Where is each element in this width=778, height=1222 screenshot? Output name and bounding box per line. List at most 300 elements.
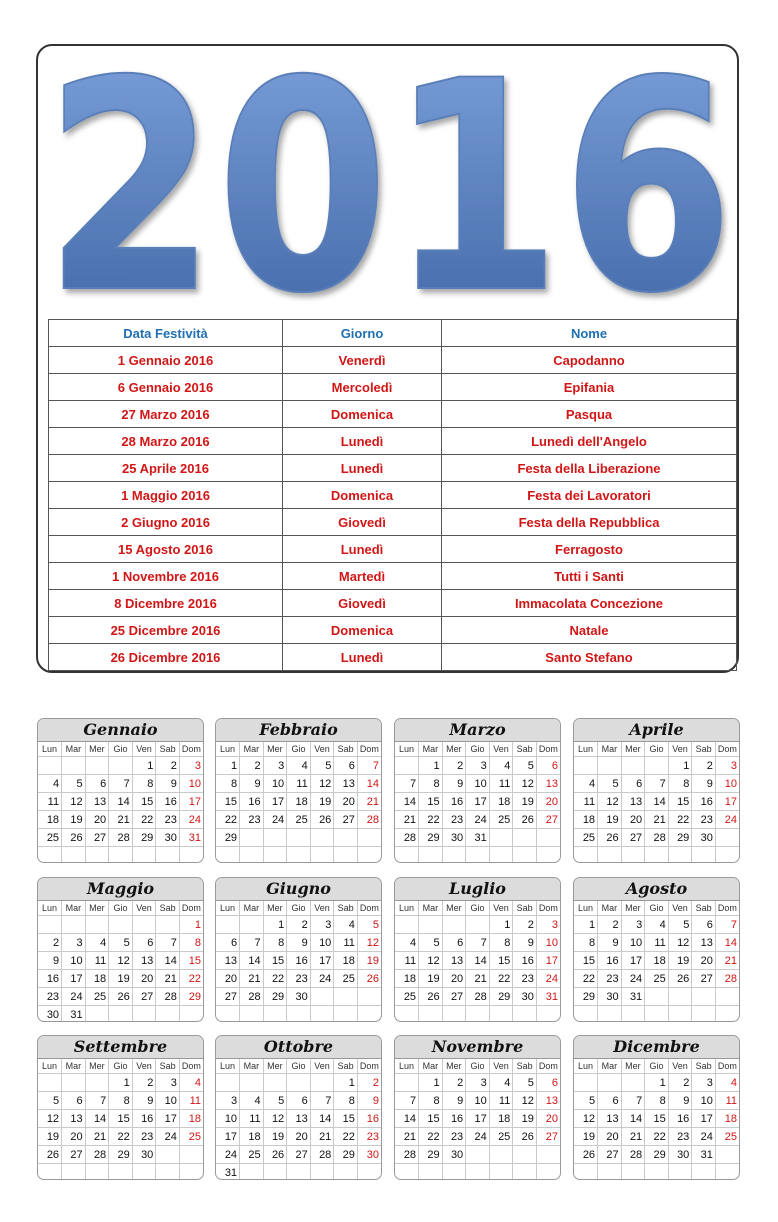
- weekday-label: Mar: [62, 1059, 86, 1074]
- holiday-name: Festa dei Lavoratori: [442, 482, 737, 509]
- day-cell: 1: [109, 1074, 133, 1092]
- day-cell: 6: [621, 775, 645, 793]
- day-cell: 8: [179, 934, 203, 952]
- day-cell: 19: [513, 793, 537, 811]
- month-grid: [216, 742, 381, 863]
- holiday-date: 27 Marzo 2016: [49, 401, 283, 428]
- holiday-weekday: Lunedì: [283, 644, 442, 671]
- day-cell: [715, 1146, 739, 1164]
- day-cell: 18: [179, 1110, 203, 1128]
- day-cell: 4: [179, 1074, 203, 1092]
- week-row: [574, 811, 739, 829]
- day-cell: 13: [598, 1110, 622, 1128]
- weekday-label: Mer: [442, 901, 466, 916]
- day-cell: 25: [240, 1146, 264, 1164]
- day-cell: [357, 847, 381, 864]
- day-cell: 22: [132, 811, 156, 829]
- day-cell: [85, 1074, 109, 1092]
- day-cell: 31: [621, 988, 645, 1006]
- day-cell: [442, 1164, 466, 1181]
- day-cell: 5: [109, 934, 133, 952]
- day-cell: 23: [38, 988, 62, 1006]
- day-cell: 20: [536, 1110, 560, 1128]
- weekday-label: Mar: [240, 1059, 264, 1074]
- holiday-name: Tutti i Santi: [442, 563, 737, 590]
- day-cell: [240, 1074, 264, 1092]
- day-cell: 30: [132, 1146, 156, 1164]
- day-cell: 23: [132, 1128, 156, 1146]
- month-grid: [574, 901, 739, 1022]
- day-cell: [334, 988, 358, 1006]
- day-cell: [419, 1164, 443, 1181]
- weekday-label: Sab: [156, 742, 180, 757]
- day-cell: 1: [216, 757, 240, 775]
- day-cell: 20: [85, 811, 109, 829]
- day-cell: 31: [692, 1146, 716, 1164]
- day-cell: 9: [287, 934, 311, 952]
- day-cell: 5: [38, 1092, 62, 1110]
- week-row: [216, 847, 381, 864]
- day-cell: [645, 757, 669, 775]
- day-cell: 27: [598, 1146, 622, 1164]
- day-cell: 29: [109, 1146, 133, 1164]
- year-text: 2016: [44, 46, 734, 316]
- day-cell: [132, 916, 156, 934]
- day-cell: 26: [357, 970, 381, 988]
- day-cell: [489, 829, 513, 847]
- day-cell: 13: [536, 1092, 560, 1110]
- day-cell: 2: [692, 757, 716, 775]
- day-cell: [442, 847, 466, 864]
- day-cell: 4: [574, 775, 598, 793]
- day-cell: 26: [513, 1128, 537, 1146]
- day-cell: 11: [240, 1110, 264, 1128]
- month-grid: [395, 1059, 560, 1180]
- day-cell: [310, 1074, 334, 1092]
- day-cell: 9: [668, 1092, 692, 1110]
- weekday-label: Dom: [715, 901, 739, 916]
- day-cell: 26: [419, 988, 443, 1006]
- holiday-date: 26 Dicembre 2016: [49, 644, 283, 671]
- day-cell: [645, 1006, 669, 1023]
- day-cell: [513, 847, 537, 864]
- day-cell: 14: [466, 952, 490, 970]
- day-cell: 10: [179, 775, 203, 793]
- day-cell: 23: [513, 970, 537, 988]
- day-cell: [489, 847, 513, 864]
- day-cell: [692, 1164, 716, 1181]
- day-cell: [85, 847, 109, 864]
- day-cell: [240, 829, 264, 847]
- day-cell: 22: [334, 1128, 358, 1146]
- holiday-date: 1 Maggio 2016: [49, 482, 283, 509]
- day-cell: 8: [489, 934, 513, 952]
- day-cell: 11: [395, 952, 419, 970]
- weekday-label: Sab: [692, 1059, 716, 1074]
- day-cell: 21: [310, 1128, 334, 1146]
- day-cell: [287, 1074, 311, 1092]
- weekday-label: Lun: [216, 901, 240, 916]
- day-cell: [62, 1164, 86, 1181]
- day-cell: 21: [109, 811, 133, 829]
- weekday-label: Mer: [621, 901, 645, 916]
- day-cell: 4: [334, 916, 358, 934]
- day-cell: [38, 757, 62, 775]
- week-row: [395, 829, 560, 847]
- day-cell: 2: [132, 1074, 156, 1092]
- day-cell: 23: [598, 970, 622, 988]
- day-cell: [85, 757, 109, 775]
- day-cell: [574, 757, 598, 775]
- month-grid: [574, 1059, 739, 1180]
- holiday-name: Lunedì dell'Angelo: [442, 428, 737, 455]
- weekday-header-row: [574, 1059, 739, 1074]
- week-row: [216, 1074, 381, 1092]
- week-row: [395, 916, 560, 934]
- day-cell: 19: [668, 952, 692, 970]
- weekday-label: Sab: [334, 1059, 358, 1074]
- day-cell: [513, 829, 537, 847]
- day-cell: 13: [334, 775, 358, 793]
- day-cell: 12: [38, 1110, 62, 1128]
- day-cell: 4: [287, 757, 311, 775]
- day-cell: [240, 847, 264, 864]
- month-title: Novembre: [395, 1036, 560, 1059]
- week-row: [38, 916, 203, 934]
- holiday-date: 28 Marzo 2016: [49, 428, 283, 455]
- day-cell: 15: [263, 952, 287, 970]
- day-cell: [357, 1164, 381, 1181]
- day-cell: 8: [668, 775, 692, 793]
- day-cell: 21: [240, 970, 264, 988]
- day-cell: 23: [668, 1128, 692, 1146]
- holiday-date: 1 Novembre 2016: [49, 563, 283, 590]
- day-cell: 24: [466, 1128, 490, 1146]
- day-cell: 21: [395, 811, 419, 829]
- weekday-label: Lun: [38, 1059, 62, 1074]
- week-row: [38, 847, 203, 864]
- day-cell: 18: [489, 793, 513, 811]
- week-row: [574, 1110, 739, 1128]
- month-grid: [395, 901, 560, 1022]
- day-cell: 18: [645, 952, 669, 970]
- day-cell: 15: [419, 1110, 443, 1128]
- day-cell: 28: [156, 988, 180, 1006]
- day-cell: 14: [621, 1110, 645, 1128]
- day-cell: 25: [287, 811, 311, 829]
- day-cell: [216, 847, 240, 864]
- day-cell: 29: [668, 829, 692, 847]
- day-cell: [357, 1006, 381, 1023]
- weekday-label: Dom: [715, 1059, 739, 1074]
- day-cell: 21: [357, 793, 381, 811]
- day-cell: 20: [536, 793, 560, 811]
- day-cell: 29: [419, 829, 443, 847]
- day-cell: 14: [395, 1110, 419, 1128]
- day-cell: [240, 916, 264, 934]
- day-cell: [692, 988, 716, 1006]
- day-cell: [334, 1006, 358, 1023]
- day-cell: [715, 1006, 739, 1023]
- weekday-label: Gio: [645, 742, 669, 757]
- day-cell: [310, 1164, 334, 1181]
- weekday-label: Dom: [179, 1059, 203, 1074]
- holiday-row: [49, 401, 737, 428]
- day-cell: [419, 1006, 443, 1023]
- day-cell: 15: [645, 1110, 669, 1128]
- day-cell: 8: [132, 775, 156, 793]
- weekday-label: Lun: [216, 742, 240, 757]
- day-cell: [109, 757, 133, 775]
- day-cell: 29: [419, 1146, 443, 1164]
- weekday-label: Dom: [715, 742, 739, 757]
- day-cell: 22: [574, 970, 598, 988]
- week-row: [395, 1164, 560, 1181]
- day-cell: 11: [715, 1092, 739, 1110]
- week-row: [395, 1092, 560, 1110]
- day-cell: 7: [621, 1092, 645, 1110]
- day-cell: 6: [287, 1092, 311, 1110]
- holiday-weekday: Giovedì: [283, 509, 442, 536]
- month-gennaio: [37, 718, 204, 863]
- day-cell: [466, 916, 490, 934]
- day-cell: 20: [442, 970, 466, 988]
- weekday-label: Mer: [263, 1059, 287, 1074]
- day-cell: 4: [489, 1074, 513, 1092]
- day-cell: [395, 847, 419, 864]
- holiday-date: 6 Gennaio 2016: [49, 374, 283, 401]
- week-row: [574, 970, 739, 988]
- day-cell: 20: [132, 970, 156, 988]
- day-cell: 21: [645, 811, 669, 829]
- weekday-label: Dom: [357, 742, 381, 757]
- day-cell: 9: [240, 775, 264, 793]
- day-cell: 24: [692, 1128, 716, 1146]
- day-cell: 1: [645, 1074, 669, 1092]
- day-cell: 3: [310, 916, 334, 934]
- day-cell: [310, 829, 334, 847]
- day-cell: 16: [442, 1110, 466, 1128]
- week-row: [395, 1006, 560, 1023]
- day-cell: [668, 1006, 692, 1023]
- day-cell: 9: [442, 1092, 466, 1110]
- day-cell: [240, 1164, 264, 1181]
- day-cell: 28: [240, 988, 264, 1006]
- day-cell: 27: [132, 988, 156, 1006]
- day-cell: 19: [574, 1128, 598, 1146]
- day-cell: [179, 1006, 203, 1023]
- day-cell: [574, 1006, 598, 1023]
- weekday-label: Dom: [357, 1059, 381, 1074]
- day-cell: 9: [357, 1092, 381, 1110]
- day-cell: 9: [132, 1092, 156, 1110]
- day-cell: 29: [263, 988, 287, 1006]
- day-cell: 30: [357, 1146, 381, 1164]
- day-cell: [715, 988, 739, 1006]
- day-cell: 12: [357, 934, 381, 952]
- day-cell: 18: [38, 811, 62, 829]
- day-cell: 28: [466, 988, 490, 1006]
- day-cell: 8: [109, 1092, 133, 1110]
- day-cell: 21: [395, 1128, 419, 1146]
- day-cell: 9: [442, 775, 466, 793]
- day-cell: 17: [310, 952, 334, 970]
- week-row: [216, 829, 381, 847]
- week-row: [395, 988, 560, 1006]
- day-cell: 20: [598, 1128, 622, 1146]
- weekday-header-row: [216, 1059, 381, 1074]
- day-cell: 10: [466, 775, 490, 793]
- week-row: [216, 1092, 381, 1110]
- day-cell: [109, 847, 133, 864]
- weekday-label: Sab: [513, 1059, 537, 1074]
- weekday-label: Mar: [419, 742, 443, 757]
- day-cell: 22: [419, 811, 443, 829]
- day-cell: 25: [179, 1128, 203, 1146]
- weekday-label: Sab: [156, 901, 180, 916]
- day-cell: 10: [310, 934, 334, 952]
- day-cell: 19: [62, 811, 86, 829]
- day-cell: 1: [263, 916, 287, 934]
- week-row: [38, 988, 203, 1006]
- day-cell: 16: [598, 952, 622, 970]
- weekday-label: Dom: [179, 742, 203, 757]
- day-cell: 30: [442, 1146, 466, 1164]
- holiday-name: Santo Stefano: [442, 644, 737, 671]
- week-row: [38, 829, 203, 847]
- day-cell: 15: [489, 952, 513, 970]
- day-cell: 21: [466, 970, 490, 988]
- weekday-label: Dom: [536, 1059, 560, 1074]
- weekday-label: Lun: [395, 742, 419, 757]
- day-cell: 7: [85, 1092, 109, 1110]
- day-cell: 22: [645, 1128, 669, 1146]
- day-cell: 19: [513, 1110, 537, 1128]
- day-cell: [156, 1164, 180, 1181]
- week-row: [395, 934, 560, 952]
- day-cell: 22: [419, 1128, 443, 1146]
- holiday-date: 8 Dicembre 2016: [49, 590, 283, 617]
- holiday-name: Natale: [442, 617, 737, 644]
- day-cell: [240, 1006, 264, 1023]
- holiday-row: [49, 509, 737, 536]
- day-cell: 1: [132, 757, 156, 775]
- day-cell: 4: [240, 1092, 264, 1110]
- month-grid: [574, 742, 739, 863]
- day-cell: [598, 1006, 622, 1023]
- week-row: [216, 811, 381, 829]
- day-cell: 16: [240, 793, 264, 811]
- day-cell: 12: [513, 775, 537, 793]
- day-cell: 2: [156, 757, 180, 775]
- day-cell: 10: [536, 934, 560, 952]
- weekday-header-row: [38, 742, 203, 757]
- day-cell: 28: [357, 811, 381, 829]
- weekday-label: Lun: [38, 742, 62, 757]
- month-title: Maggio: [38, 878, 203, 901]
- year-heading: [38, 46, 741, 316]
- day-cell: 15: [419, 793, 443, 811]
- week-row: [216, 970, 381, 988]
- day-cell: [38, 1164, 62, 1181]
- day-cell: 23: [287, 970, 311, 988]
- day-cell: 26: [62, 829, 86, 847]
- day-cell: [598, 1164, 622, 1181]
- day-cell: [466, 1164, 490, 1181]
- weekday-label: Mer: [263, 742, 287, 757]
- day-cell: 30: [513, 988, 537, 1006]
- week-row: [574, 1164, 739, 1181]
- weekday-label: Mer: [442, 1059, 466, 1074]
- week-row: [38, 1092, 203, 1110]
- holiday-row: [49, 644, 737, 671]
- day-cell: 5: [668, 916, 692, 934]
- day-cell: 11: [85, 952, 109, 970]
- day-cell: [536, 829, 560, 847]
- week-row: [395, 1146, 560, 1164]
- day-cell: 28: [621, 1146, 645, 1164]
- day-cell: [216, 1006, 240, 1023]
- header-day: Giorno: [283, 320, 442, 347]
- day-cell: [692, 847, 716, 864]
- day-cell: 19: [419, 970, 443, 988]
- day-cell: [513, 1006, 537, 1023]
- day-cell: [310, 988, 334, 1006]
- day-cell: 25: [38, 829, 62, 847]
- day-cell: 5: [598, 775, 622, 793]
- day-cell: 23: [692, 811, 716, 829]
- weekday-label: Sab: [513, 901, 537, 916]
- day-cell: 31: [62, 1006, 86, 1023]
- week-row: [216, 916, 381, 934]
- day-cell: 2: [668, 1074, 692, 1092]
- day-cell: 27: [334, 811, 358, 829]
- day-cell: 3: [621, 916, 645, 934]
- month-grid: [38, 742, 203, 863]
- day-cell: 27: [692, 970, 716, 988]
- holiday-weekday: Martedì: [283, 563, 442, 590]
- day-cell: 25: [395, 988, 419, 1006]
- day-cell: 25: [489, 1128, 513, 1146]
- day-cell: 8: [419, 1092, 443, 1110]
- day-cell: 17: [715, 793, 739, 811]
- day-cell: 16: [287, 952, 311, 970]
- day-cell: 7: [240, 934, 264, 952]
- weekday-label: Mer: [85, 742, 109, 757]
- weekday-label: Lun: [574, 742, 598, 757]
- day-cell: 14: [156, 952, 180, 970]
- day-cell: [715, 829, 739, 847]
- weekday-label: Dom: [179, 901, 203, 916]
- weekday-header-row: [395, 901, 560, 916]
- week-row: [395, 952, 560, 970]
- day-cell: [598, 757, 622, 775]
- day-cell: 9: [513, 934, 537, 952]
- day-cell: 6: [132, 934, 156, 952]
- week-row: [38, 1164, 203, 1181]
- month-title: Aprile: [574, 719, 739, 742]
- day-cell: 9: [38, 952, 62, 970]
- day-cell: 5: [62, 775, 86, 793]
- holiday-weekday: Giovedì: [283, 590, 442, 617]
- day-cell: [216, 916, 240, 934]
- weekday-header-row: [38, 1059, 203, 1074]
- month-title: Gennaio: [38, 719, 203, 742]
- day-cell: 15: [132, 793, 156, 811]
- day-cell: 16: [156, 793, 180, 811]
- week-row: [38, 793, 203, 811]
- month-grid: [216, 901, 381, 1022]
